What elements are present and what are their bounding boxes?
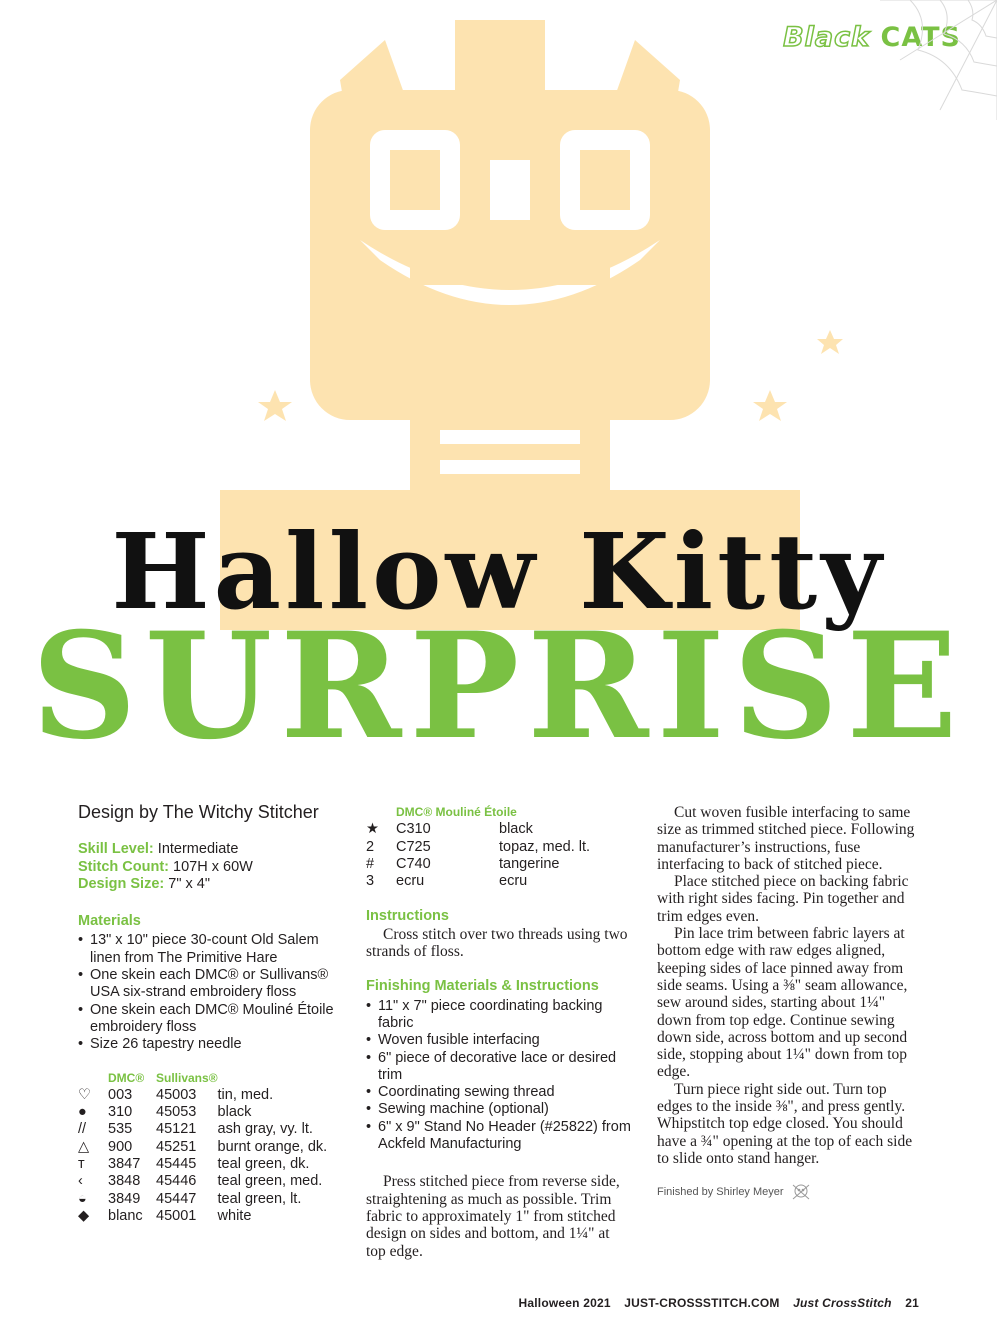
symbol-icon: ◒ <box>78 1190 87 1207</box>
finisher-credit: Finished by Shirley Meyer <box>657 1183 811 1201</box>
finishing-paragraph: Press stitched piece from reverse side, straightening as much as possible. Trim fabric to approximately 1" from stitched design on sides and bottom, and 1¼" at top edge. <box>366 1173 620 1260</box>
paragraph: Cut woven fusible interfacing to same size as trimmed stitched piece. Following manufacturer’s instructions, fuse interfacing to back of stitched piece. <box>657 804 915 873</box>
paragraph: Pin lace trim between fabric layers at bottom edge with raw edges aligned, keeping sides of lace pinned away from side seams. Using a ⅜" seam allowance, sew around sides, starting about 1¼" down from top edge. Continue sewing down side, across bottom and up second side, stopping about 1¼" down from top edge. <box>657 925 908 1081</box>
symbol-icon: 3 <box>366 873 375 890</box>
table-row: ᴛ 3847 45445 teal green, dk. <box>78 1156 310 1173</box>
symbol-icon: ◆ <box>78 1207 90 1224</box>
section-tag-word1: Black <box>783 22 871 53</box>
title-line2: SURPRISE <box>31 601 966 772</box>
column-3 <box>657 804 919 1167</box>
paragraph: Place stitched piece on backing fabric with right sides facing. Pin together and trim edges even. <box>657 873 909 925</box>
symbol-icon: ★ <box>366 821 379 838</box>
table-row: ● 310 45053 black <box>78 1104 252 1121</box>
finishing-heading: Finishing Materials & Instructions <box>366 978 599 995</box>
list-item: • Woven fusible interfacing <box>366 1032 631 1049</box>
table-row: ♡ 003 45003 tin, med. <box>78 1086 274 1103</box>
list-item: • One skein each DMC® Mouliné Étoile embroidery floss <box>78 1002 346 1037</box>
page-number: 21 <box>905 1296 919 1310</box>
table-row: ‹ 3848 45446 teal green, med. <box>78 1173 323 1190</box>
list-item: • 13" x 10" piece 30-count Old Salem linen from The Primitive Hare <box>78 932 346 967</box>
footer-site: JUST-CROSSSTITCH.COM <box>624 1296 780 1310</box>
table-row: △ 900 45251 burnt orange, dk. <box>78 1138 328 1155</box>
list-item: • Sewing machine (optional) <box>366 1101 631 1118</box>
page-footer <box>519 1296 919 1310</box>
symbol-icon: ● <box>78 1104 87 1121</box>
symbol-icon: 2 <box>366 838 375 855</box>
symbol-icon: △ <box>78 1138 90 1155</box>
materials-heading: Materials <box>78 913 141 930</box>
table-row: ◒ 3849 45447 teal green, lt. <box>78 1190 302 1207</box>
symbol-icon: # <box>366 855 375 872</box>
footer-issue: Halloween 2021 <box>518 1296 611 1310</box>
list-item: • 6" x 9" Stand No Header (#25822) from Ackfeld Manufacturing <box>366 1119 631 1154</box>
paragraph: Turn piece right side out. Turn top edges to the inside ⅜", and press gently. Whipstitch top edge closed. You should have a ¾" opening at the top of each side to slide onto stand hanger. <box>657 1080 913 1167</box>
list-item: • Coordinating sewing thread <box>366 1084 631 1101</box>
table-row: 2 C725 topaz, med. lt. <box>366 838 591 855</box>
designer-credit: Design by The Witchy Stitcher <box>78 802 319 822</box>
finishing-list <box>366 998 631 1154</box>
floss-key-table <box>78 1070 327 1226</box>
symbol-icon: ᴛ <box>78 1156 85 1173</box>
symbol-icon: // <box>78 1121 87 1138</box>
table-row: // 535 45121 ash gray, vy. lt. <box>78 1121 313 1138</box>
list-item: • Size 26 tapestry needle <box>78 1036 346 1053</box>
skull-icon <box>791 1183 811 1201</box>
materials-list <box>78 932 346 1053</box>
etoile-key-table <box>366 821 590 890</box>
instructions-text: Cross stitch over two threads using two strands of floss. <box>366 925 628 961</box>
list-item: • 6" piece of decorative lace or desired trim <box>366 1050 631 1085</box>
table-row: # C740 tangerine <box>366 855 560 872</box>
spec-skill-level: Skill Level: Intermediate <box>78 841 239 858</box>
spec-design-size: Design Size: 7" x 4" <box>78 875 210 892</box>
footer-magazine: Just CrossStitch <box>793 1296 892 1310</box>
table-row: ◆ blanc 45001 white <box>78 1207 252 1224</box>
instructions-heading: Instructions <box>366 908 449 925</box>
column-2 <box>366 804 631 1260</box>
symbol-icon: ‹ <box>78 1173 83 1190</box>
section-tag-word2: CATS <box>880 22 961 53</box>
list-item: • One skein each DMC® or Sullivans® USA six-strand embroidery floss <box>78 967 346 1002</box>
floss-key-header: DMC® Sullivans® <box>108 1070 218 1085</box>
table-row: ★ C310 black <box>366 821 533 838</box>
list-item: • 11" x 7" piece coordinating backing fabric <box>366 998 631 1033</box>
etoile-heading: DMC® Mouliné Étoile <box>396 805 517 819</box>
column-1 <box>78 804 346 1225</box>
spec-stitch-count: Stitch Count: 107H x 60W <box>78 858 253 875</box>
title-line1: Hallow Kitty <box>111 510 886 633</box>
symbol-icon: ♡ <box>78 1086 91 1103</box>
table-row: 3 ecru ecru <box>366 873 528 890</box>
